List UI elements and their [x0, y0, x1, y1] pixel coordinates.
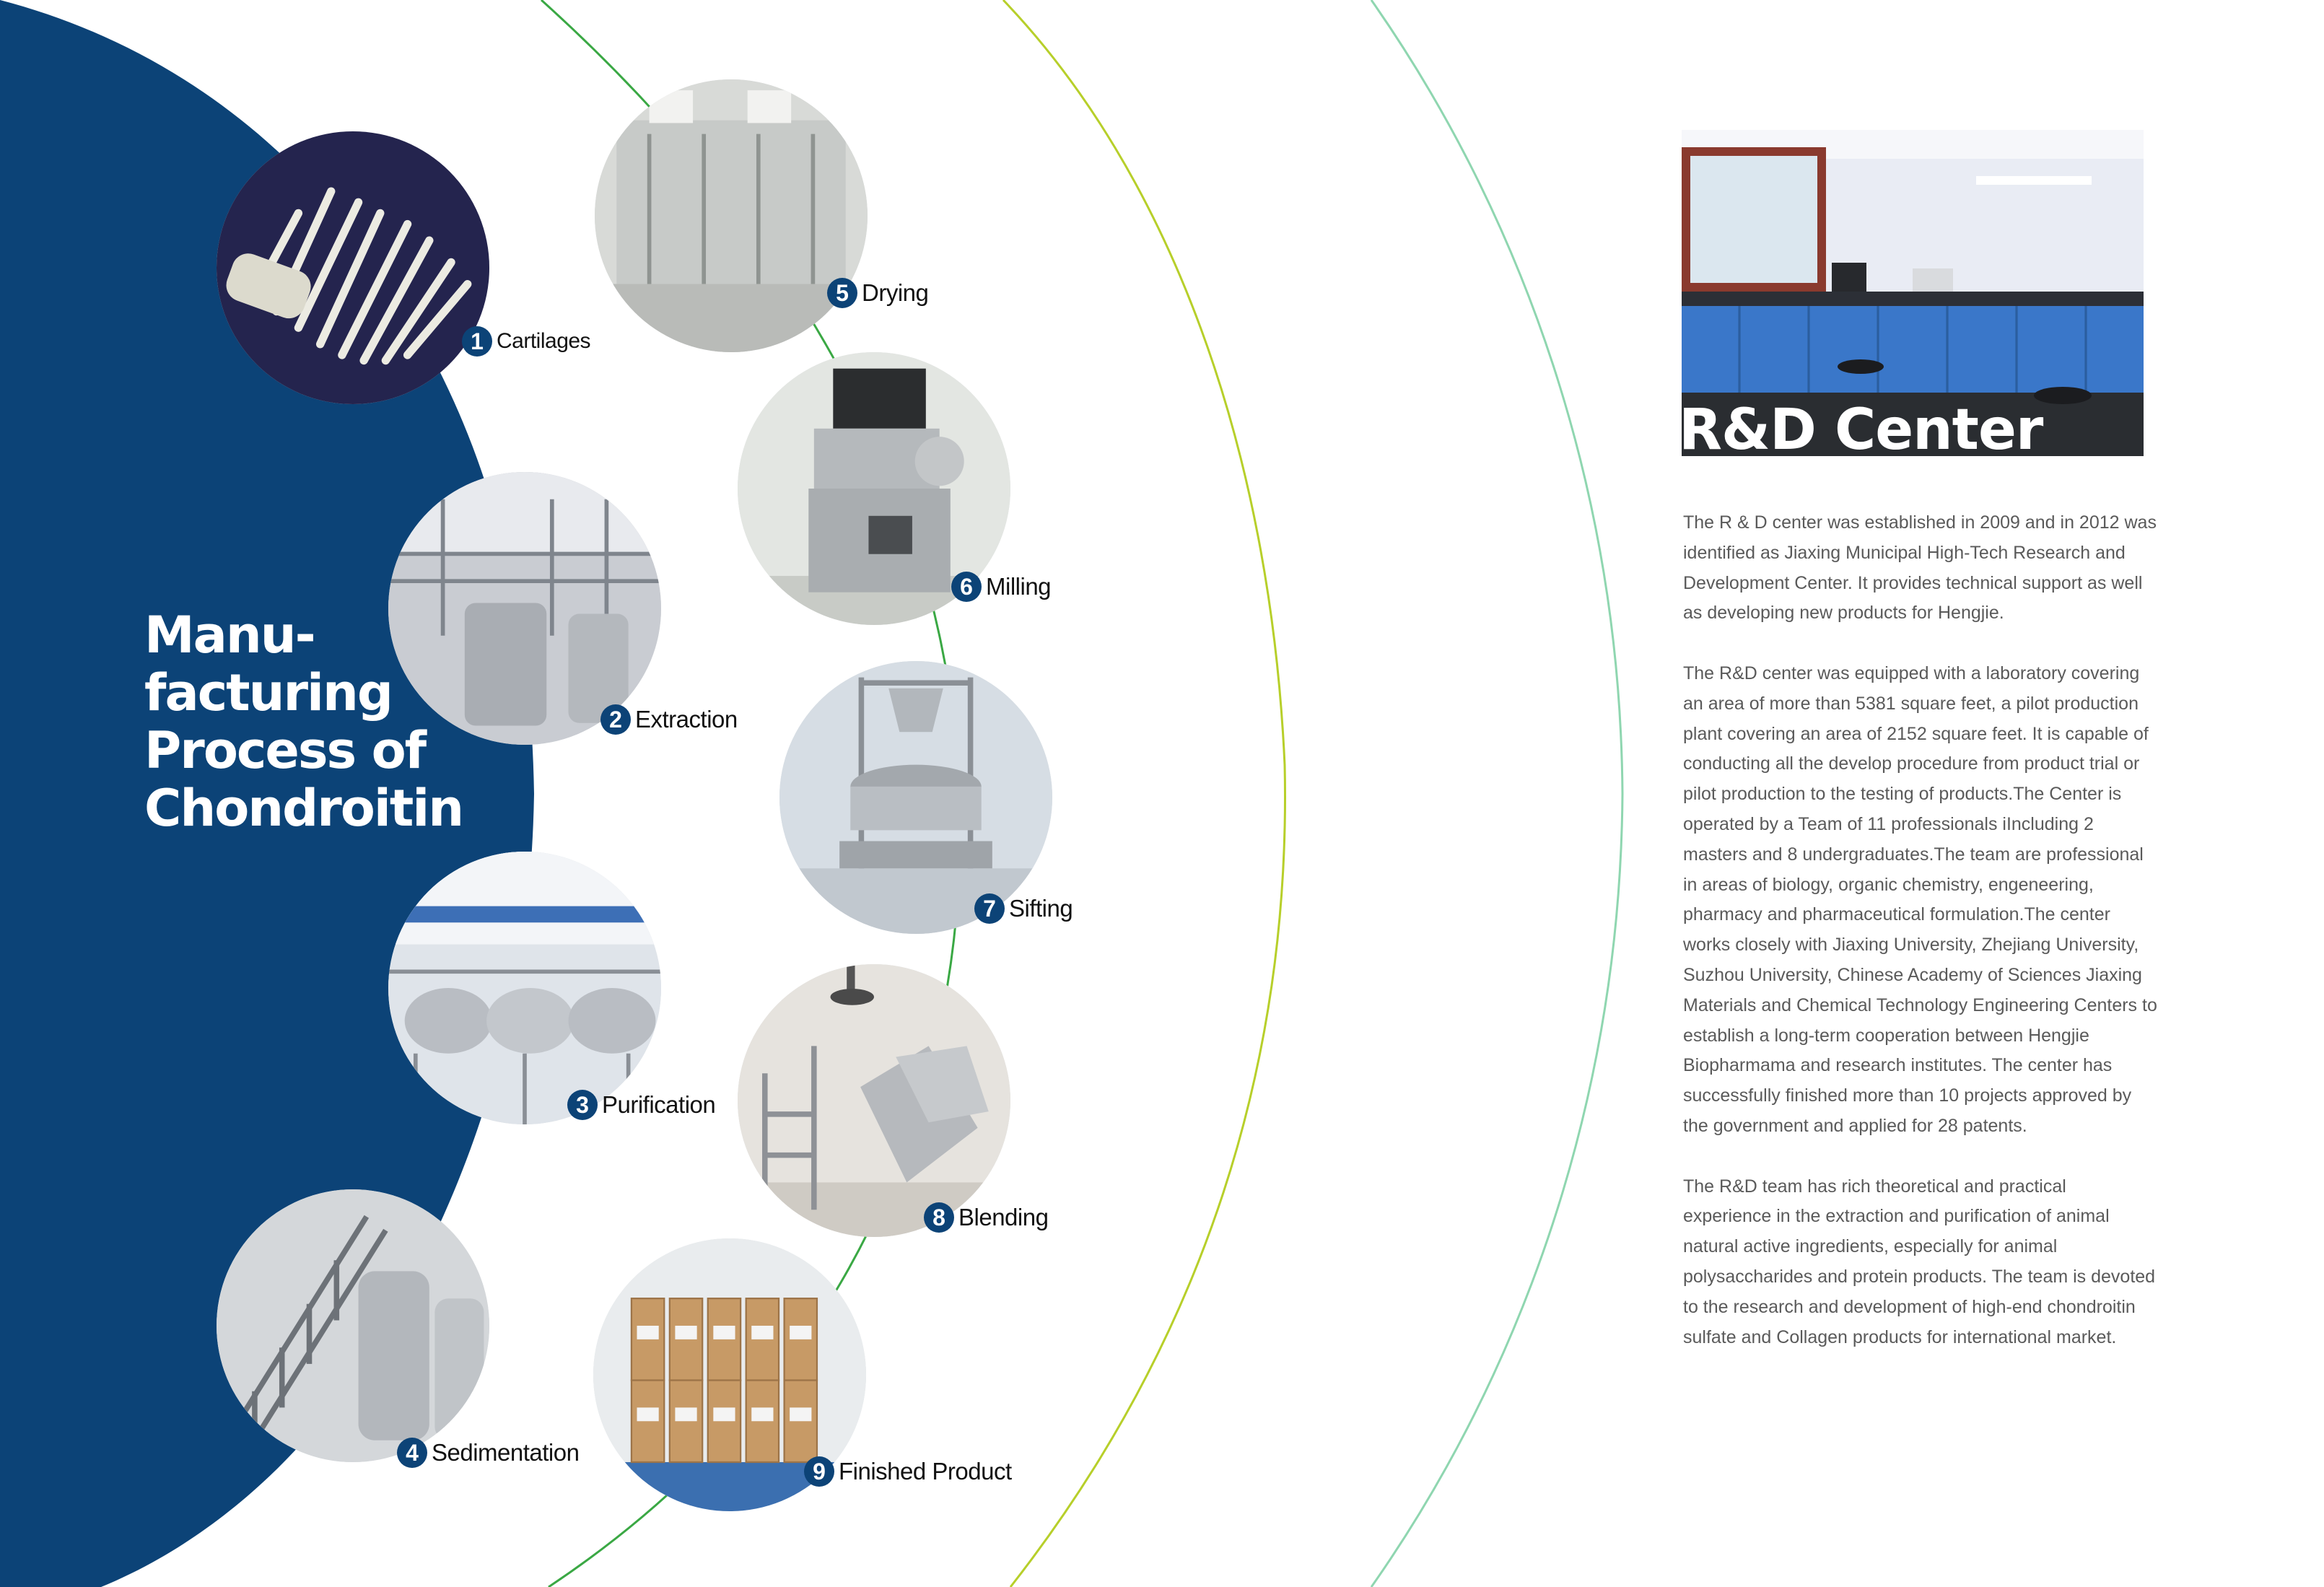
title-line: facturing [144, 663, 392, 722]
step-number-badge: 1 [462, 326, 492, 357]
step-number-badge: 4 [397, 1438, 427, 1468]
step-name: Blending [958, 1204, 1049, 1230]
step-label [827, 278, 928, 308]
purification-plant-photo [388, 852, 661, 1124]
rd-paragraph: The R&D team has rich theoretical and practical experience in the extraction and purification of animal natural active ingredients, especially for animal polysaccharides and protein products. The team is devoted to the research and development of high-end chondroitin sulfate and Collagen products for international market. [1683, 1176, 2156, 1347]
step-label [974, 893, 1073, 924]
step-name: Cartilages [497, 329, 591, 353]
blending-machine-photo [738, 964, 1010, 1237]
sedimentation-tanks-photo [217, 1189, 489, 1462]
cartilage-photo [217, 131, 489, 404]
title-line: Manu- [144, 605, 315, 665]
mint-arc [1371, 0, 1622, 1587]
step-name: Milling [986, 573, 1052, 600]
rd-paragraph: The R&D center was equipped with a laboratory covering an area of more than 5381 square feet, a pilot production plant covering an area of 2152 square feet. It is capable of conducting all the develop procedure from product trial or pilot production to the testing of products.The Center is operated by a Team of 11 professionals iIncluding 2 masters and 8 undergraduates.The team are professional in areas of biology, organic chemistry, engeneering, pharmacy and pharmaceutical formulation.The center works closely with Jiaxing University, Zhejiang University, Suzhou University, Chinese Academy of Sciences Jiaxing Materials and Chemical Technology Engineering Centers to establish a long-term cooperation between Hengjie Biopharmama and research institutes. The center has successfully finished more than 10 projects approved by the government and applied for 28 patents. [1683, 663, 2157, 1136]
step-label [924, 1202, 1048, 1233]
step-label [600, 704, 738, 735]
step-name: Sedimentation [432, 1439, 580, 1466]
step-number-badge: 3 [567, 1090, 598, 1120]
title-line: Process of [144, 721, 426, 780]
rd-center-body [1683, 508, 2159, 1383]
step-label [397, 1438, 579, 1468]
rd-paragraph: The R & D center was established in 2009 and in 2012 was identified as Jiaxing Municipal High-Tech Research and Development Center. It provides technical support as well as developing new products for Hengjie. [1683, 512, 2157, 624]
drying-room-photo [595, 79, 868, 352]
step-number-badge: 2 [600, 704, 631, 735]
step-label [567, 1090, 715, 1120]
rd-center-title: R&D Center [1679, 398, 2043, 463]
title-line: Chondroitin [144, 779, 463, 838]
step-label [804, 1456, 1012, 1487]
step-number-badge: 6 [951, 572, 982, 602]
step-number-badge: 7 [974, 893, 1005, 924]
step-label [951, 572, 1051, 602]
step-label [462, 326, 590, 357]
step-number-badge: 5 [827, 278, 857, 308]
step-name: Purification [602, 1091, 716, 1118]
step-name: Finished Product [839, 1458, 1012, 1485]
step-number-badge: 8 [924, 1202, 954, 1233]
step-name: Drying [862, 279, 929, 306]
step-name: Extraction [635, 706, 738, 733]
step-number-badge: 9 [804, 1456, 834, 1487]
step-name: Sifting [1009, 895, 1073, 922]
